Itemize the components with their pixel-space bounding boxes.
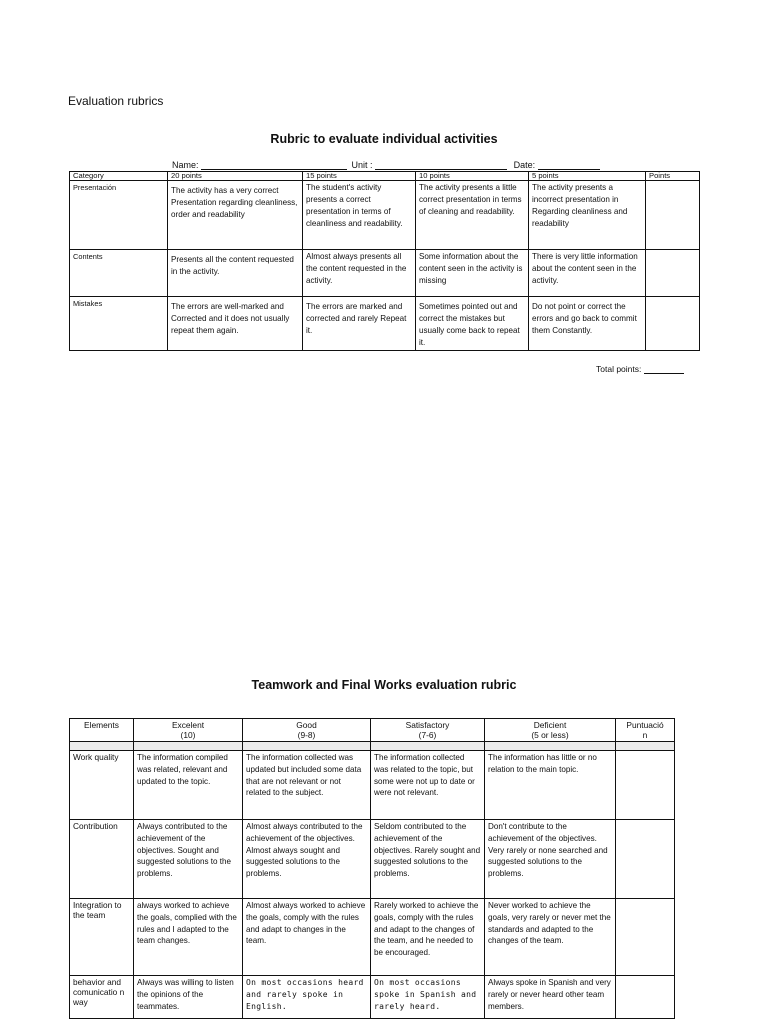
element-cell: Integration to the team [70,899,134,976]
column-header [371,719,485,742]
table-row [70,899,675,976]
criteria-cell: Almost always worked to achieve the goals, comply with the rules and adapt to changes in the team. [243,899,371,976]
criteria-cell: always worked to achieve the goals, complied with the rules and I adapted to the team changes. [134,899,243,976]
total-points [596,364,684,374]
criteria-cell [416,250,529,297]
criteria-cell: On most occasions heard and rarely spoke in English. [243,976,371,1019]
unit-field[interactable] [375,160,507,170]
header-line: Deficient [533,720,567,730]
criteria-cell: The information compiled was related, relevant and updated to the topic. [134,751,243,820]
criteria-cell [529,181,646,250]
name-label: Name: [172,160,199,170]
criteria-text: The activity presents a incorrect presentation in Regarding cleanliness and readability [532,183,628,228]
individual-activities-rubric-table [69,171,700,351]
table-row [70,820,675,899]
criteria-text: The student's activity presents a correct presentation in terms of cleanliness and readability. [306,183,403,228]
criteria-cell: The information collected was updated but included some data that are not relevant or not related to the subject. [243,751,371,820]
header-line: (9-8) [297,730,316,740]
points-cell[interactable] [646,181,700,250]
header-line: Good [296,720,317,730]
criteria-cell: Never worked to achieve the goals, very rarely or never met the standards and adapted to the changes of the team. [485,899,616,976]
criteria-text: The activity presents a little correct presentation in terms of cleaning and readability. [419,183,522,216]
criteria-text: Some information about the content seen in the activity is missing [419,252,523,285]
criteria-cell: Always contributed to the achievement of the objectives. Sought and suggested solutions to the problems. [134,820,243,899]
spacer-row [70,742,675,751]
column-header: 15 points [303,172,416,181]
criteria-cell: The information has little or no relation to the main topic. [485,751,616,820]
criteria-cell: Seldom contributed to the achievement of the objectives. Rarely sought and suggested solutions to the problems. [371,820,485,899]
criteria-text: Sometimes pointed out and correct the mistakes but usually come back to repeat it. [419,302,520,347]
criteria-cell [303,297,416,351]
table-header-row [70,172,700,181]
criteria-cell [303,181,416,250]
points-cell[interactable] [646,297,700,351]
column-header [134,719,243,742]
table-row [70,297,700,351]
criteria-text: The activity has a very correct Presentation regarding cleanliness, order and readability [171,186,298,219]
criteria-cell [416,297,529,351]
score-cell[interactable] [616,820,675,899]
criteria-cell: Always spoke in Spanish and very rarely or never heard other team members. [485,976,616,1019]
header-line: (7-6) [418,730,437,740]
student-info-line [172,160,600,170]
criteria-text: The errors are well-marked and Corrected and it does not usually repeat them again. [171,302,290,335]
column-header: 10 points [416,172,529,181]
table-header-row [70,719,675,742]
header-line: (5 or less) [531,730,569,740]
criteria-cell: Rarely worked to achieve the goals, comply with the rules and adapt to the changes of the team, and he needed to be encouraged. [371,899,485,976]
rubric1-title: Rubric to evaluate individual activities [270,132,498,146]
criteria-cell: Always was willing to listen the opinions of the teammates. [134,976,243,1019]
column-header: 5 points [529,172,646,181]
spacer-cell [371,742,485,751]
total-points-label: Total points: [596,364,642,374]
header-line: Elements [84,720,119,730]
score-cell[interactable] [616,976,675,1019]
column-header: 20 points [168,172,303,181]
header-line: Puntuació [626,720,664,730]
category-cell: Mistakes [70,297,168,351]
table-row [70,751,675,820]
criteria-cell: Don't contribute to the achievement of the objectives. Very rarely or none searched and suggested solutions to the problems. [485,820,616,899]
category-cell: Contents [70,250,168,297]
criteria-cell [168,181,303,250]
score-cell[interactable] [616,899,675,976]
criteria-text: Do not point or correct the errors and go back to commit them Constantly. [532,302,637,335]
teamwork-rubric-table [69,718,675,1019]
spacer-cell [485,742,616,751]
column-header: Points [646,172,700,181]
total-points-field[interactable] [644,364,684,374]
points-cell[interactable] [646,250,700,297]
header-line: n [642,730,648,740]
criteria-text: Almost always presents all the content requested in the activity. [306,252,407,285]
criteria-cell [168,297,303,351]
table-row [70,976,675,1019]
table-row [70,181,700,250]
criteria-text: The errors are marked and corrected and rarely Repeat it. [306,302,407,335]
table-row [70,250,700,297]
column-header [243,719,371,742]
element-cell: Work quality [70,751,134,820]
spacer-cell [70,742,134,751]
date-field[interactable] [538,160,600,170]
element-cell: behavior and comunicatio n way [70,976,134,1019]
name-field[interactable] [201,160,347,170]
criteria-text: Presents all the content requested in the activity. [171,255,294,276]
spacer-cell [134,742,243,751]
criteria-cell [168,250,303,297]
spacer-cell [616,742,675,751]
criteria-cell [529,250,646,297]
header-line: Satisfactory [405,720,450,730]
criteria-cell: The information collected was related to the topic, but some were not up to date or were not relevant. [371,751,485,820]
score-cell[interactable] [616,751,675,820]
rubric2-title: Teamwork and Final Works evaluation rubric [251,678,517,692]
column-header [70,719,134,742]
criteria-cell [303,250,416,297]
column-header [485,719,616,742]
date-label: Date: [513,160,536,170]
criteria-cell: Almost always contributed to the achievement of the objectives. Almost always sought and suggested solutions to the problems. [243,820,371,899]
document-heading: Evaluation rubrics [68,94,164,108]
column-header: Category [70,172,168,181]
criteria-cell [529,297,646,351]
category-cell: Presentación [70,181,168,250]
header-line: (10) [180,730,196,740]
criteria-cell [416,181,529,250]
criteria-cell: On most occasions spoke in Spanish and rarely heard. [371,976,485,1019]
unit-label: Unit : [351,160,373,170]
header-line: Excelent [171,720,205,730]
element-cell: Contribution [70,820,134,899]
spacer-cell [243,742,371,751]
column-header [616,719,675,742]
criteria-text: There is very little information about the content seen in the activity. [532,252,638,285]
